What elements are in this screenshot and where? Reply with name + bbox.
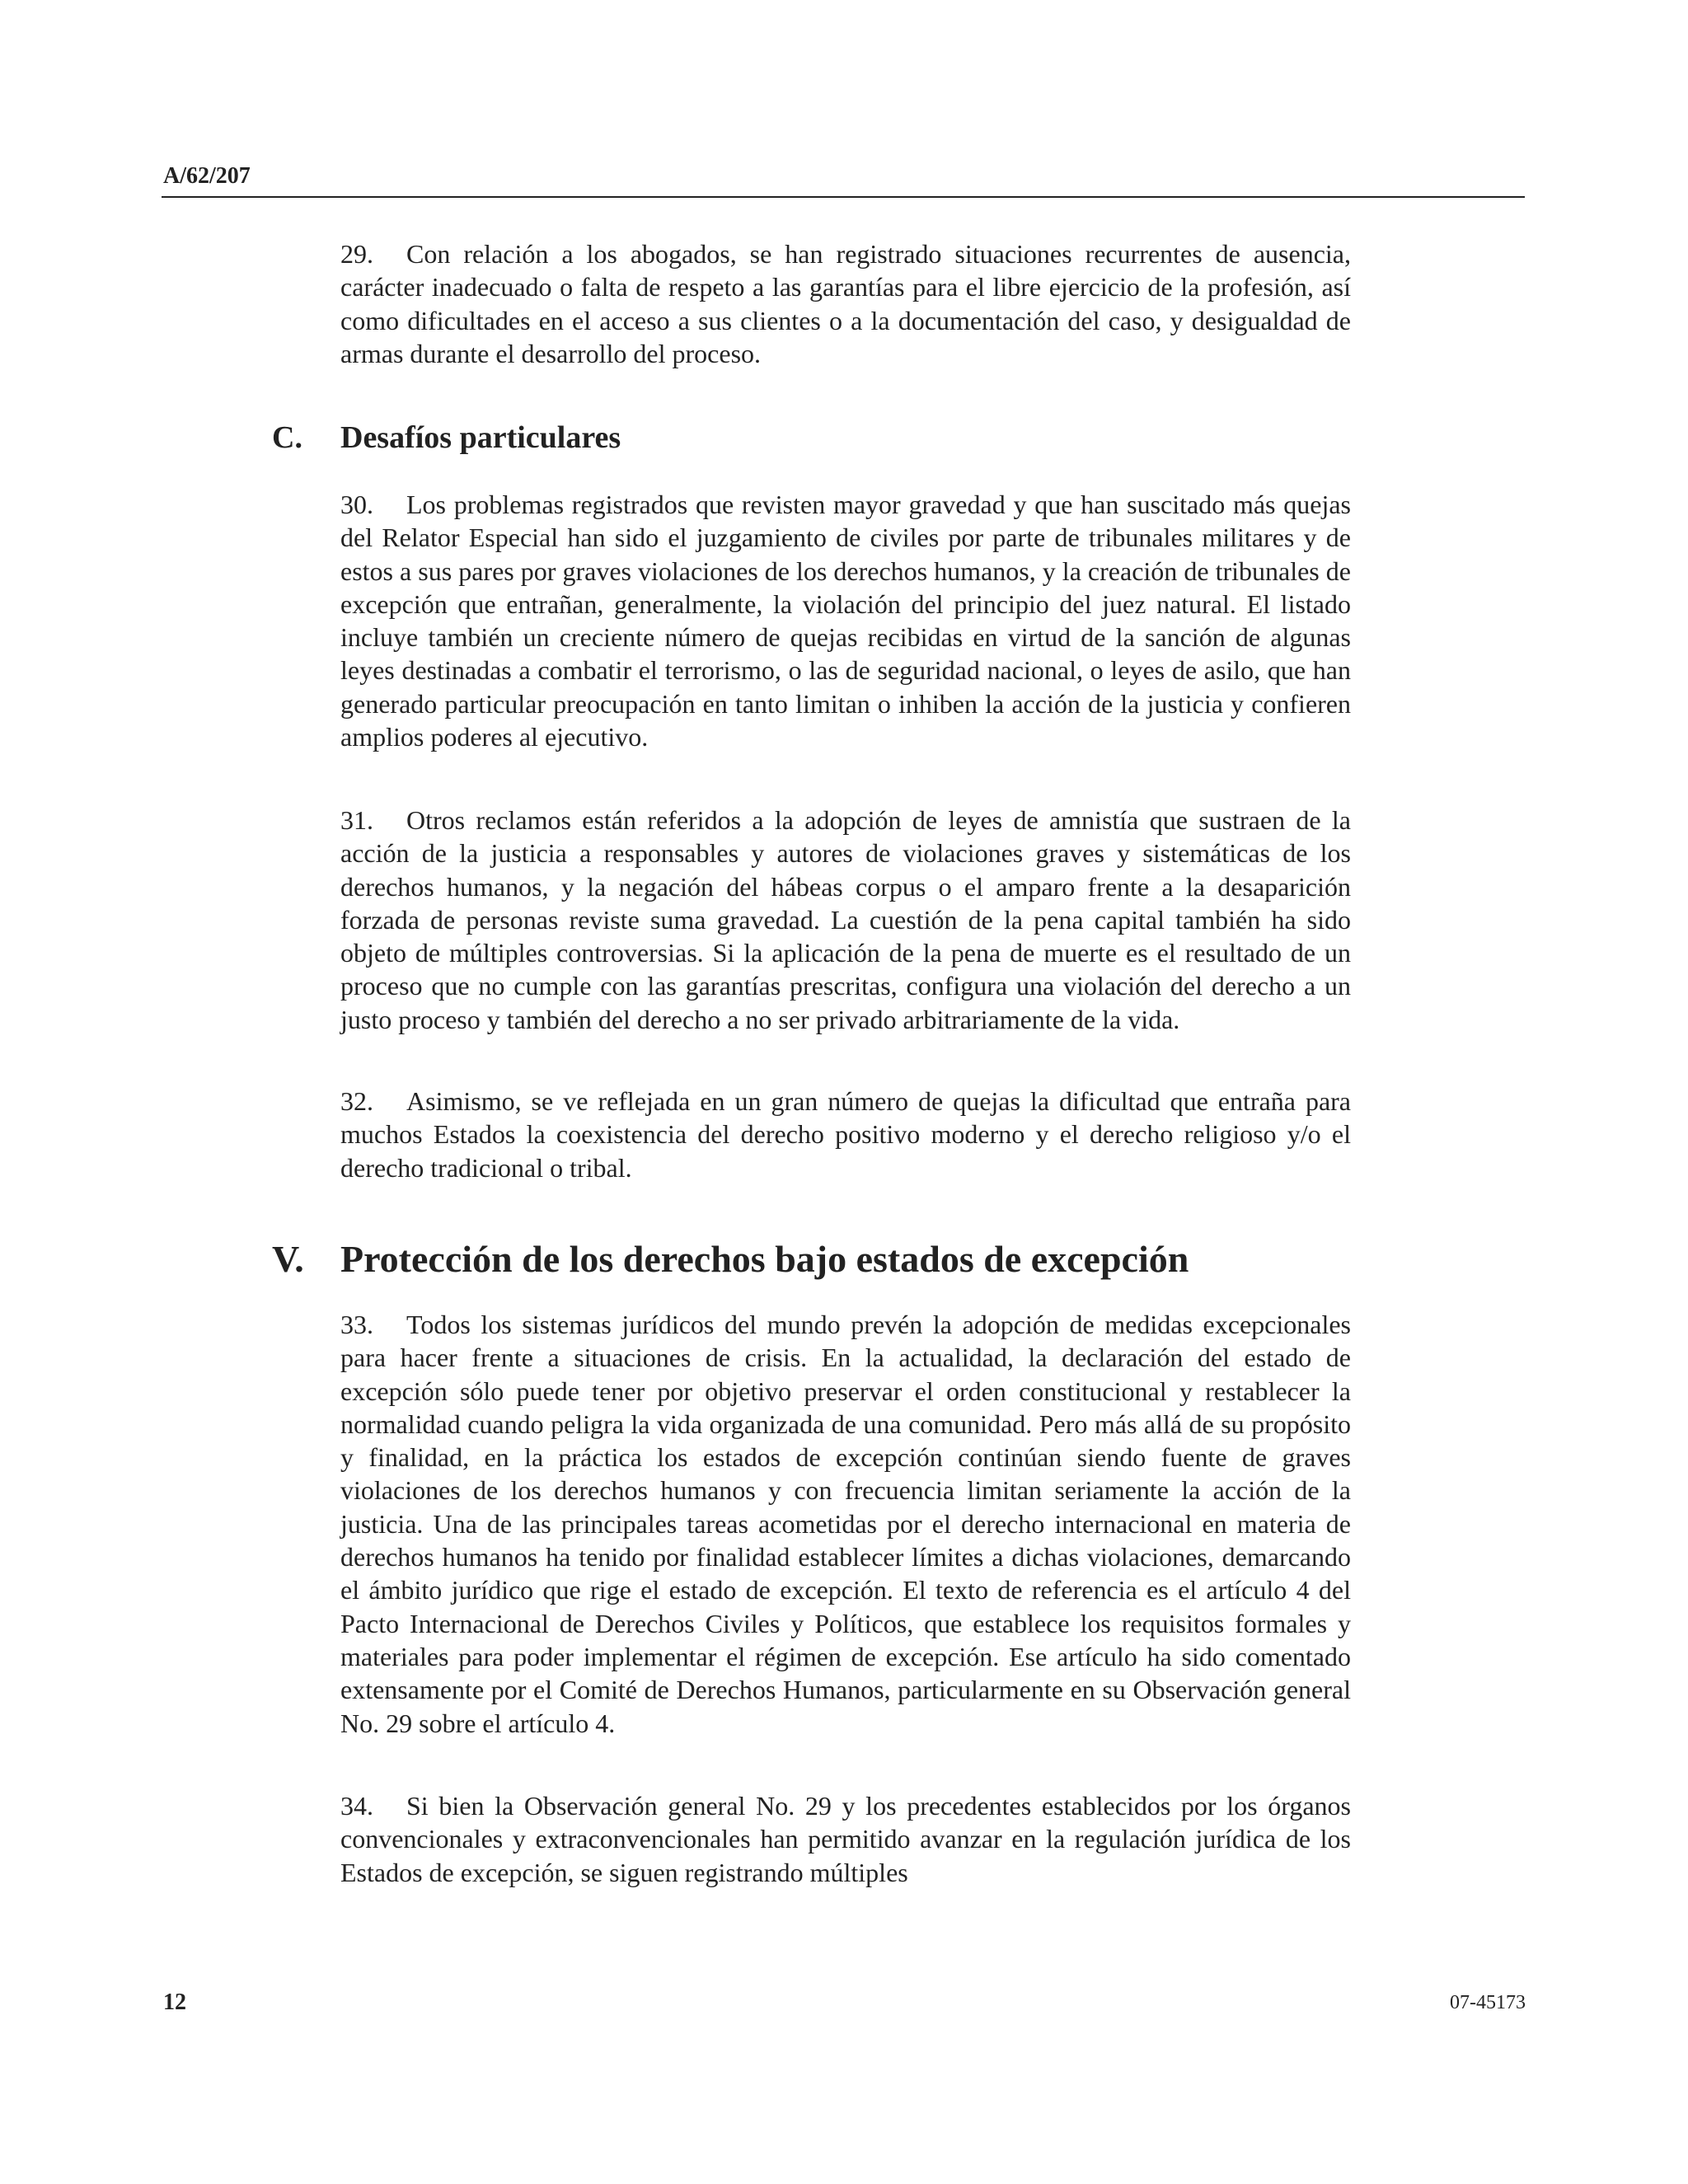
paragraph-number: 31. — [340, 805, 373, 835]
paragraph-text: Todos los sistemas jurídicos del mundo prevén la adopción de medidas excepcionales para hacer frente a situaciones de crisis. En la actualidad, la declaración del estado de excepción sólo puede tener por objetivo preservar el orden constitucional y restablecer la normalidad cuando peligra la vida organizada de una comunidad. Pero más allá de su propósito y finalidad, en la práctica los estados de excepción continúan siendo fuente de graves violaciones de los derechos humanos y con frecuencia limitan seriamente la acción de la justicia. Una de las principales tareas acometidas por el derecho internacional en materia de derechos humanos ha tenido por finalidad establecer límites a dichas violaciones, demarcando el ámbito jurídico que rige el estado de excepción. El texto de referencia es el artículo 4 del Pacto Internacional de Derechos Civiles y Políticos, que establece los requisitos formales y materiales para poder implementar el régimen de excepción. Ese artículo ha sido comentado extensamente por el Comité de Derechos Humanos, particularmente en su Observación general No. 29 sobre el artículo 4. — [340, 1310, 1351, 1738]
paragraph-31-block — [340, 804, 1351, 1036]
document-code: 07-45173 — [1450, 1992, 1526, 2013]
section-heading-v — [272, 1236, 1508, 1282]
section-title: Desafíos particulares — [340, 420, 621, 455]
paragraph-number: 34. — [340, 1791, 373, 1821]
paragraph-number: 29. — [340, 239, 373, 269]
section-title: Protección de los derechos bajo estados de excepción — [340, 1238, 1189, 1280]
paragraph-29-block — [340, 237, 1351, 370]
paragraph-32 — [340, 1085, 1351, 1184]
paragraph-34 — [340, 1789, 1351, 1889]
paragraph-text: Si bien la Observación general No. 29 y los precedentes establecidos por los órganos convencionales y extraconvencionales han permitido avanzar en la regulación jurídica de los Estados de excepción, se siguen registrando múltiples — [340, 1791, 1351, 1887]
paragraph-30 — [340, 488, 1351, 753]
paragraph-number: 33. — [340, 1310, 373, 1339]
paragraph-32-block — [340, 1085, 1351, 1184]
paragraph-text: Los problemas registrados que revisten mayor gravedad y que han suscitado más quejas del Relator Especial han sido el juzgamiento de civiles por parte de tribunales militares y de estos a sus pares por graves violaciones de los derechos humanos, y la creación de tribunales de excepción que entrañan, generalmente, la violación del principio del juez natural. El listado incluye también un creciente número de quejas recibidas en virtud de la sanción de algunas leyes destinadas a combatir el terrorismo, o las de seguridad nacional, o leyes de asilo, que han generado particular preocupación en tanto limitan o inhiben la acción de la justicia y confieren amplios poderes al ejecutivo. — [340, 490, 1351, 752]
paragraph-33 — [340, 1308, 1351, 1740]
page-number: 12 — [163, 1990, 186, 2015]
document-symbol: A/62/207 — [163, 163, 251, 189]
paragraph-31 — [340, 804, 1351, 1036]
paragraph-29 — [340, 237, 1351, 370]
paragraph-33-block — [340, 1308, 1351, 1740]
paragraph-30-block — [340, 488, 1351, 753]
paragraph-text: Asimismo, se ve reflejada en un gran número de quejas la dificultad que entraña para muchos Estados la coexistencia del derecho positivo moderno y el derecho religioso y/o el derecho tradicional o tribal. — [340, 1086, 1351, 1183]
section-number: V. — [272, 1238, 304, 1280]
section-heading-c — [272, 419, 1508, 457]
paragraph-number: 30. — [340, 490, 373, 519]
header-divider — [162, 196, 1525, 198]
paragraph-number: 32. — [340, 1086, 373, 1116]
paragraph-34-block — [340, 1789, 1351, 1889]
paragraph-text: Con relación a los abogados, se han registrado situaciones recurrentes de ausencia, carácter inadecuado o falta de respeto a las garantías para el libre ejercicio de la profesión, así como dificultades en el acceso a sus clientes o a la documentación del caso, y desigualdad de armas durante el desarrollo del proceso. — [340, 239, 1351, 368]
paragraph-text: Otros reclamos están referidos a la adopción de leyes de amnistía que sustraen de la acción de la justicia a responsables y autores de violaciones graves y sistemáticas de los derechos humanos, y la negación del hábeas corpus o el amparo frente a la desaparición forzada de personas reviste suma gravedad. La cuestión de la pena capital también ha sido objeto de múltiples controversias. Si la aplicación de la pena de muerte es el resultado de un proceso que no cumple con las garantías prescritas, configura una violación del derecho a un justo proceso y también del derecho a no ser privado arbitrariamente de la vida. — [340, 805, 1351, 1034]
section-number: C. — [272, 420, 302, 455]
